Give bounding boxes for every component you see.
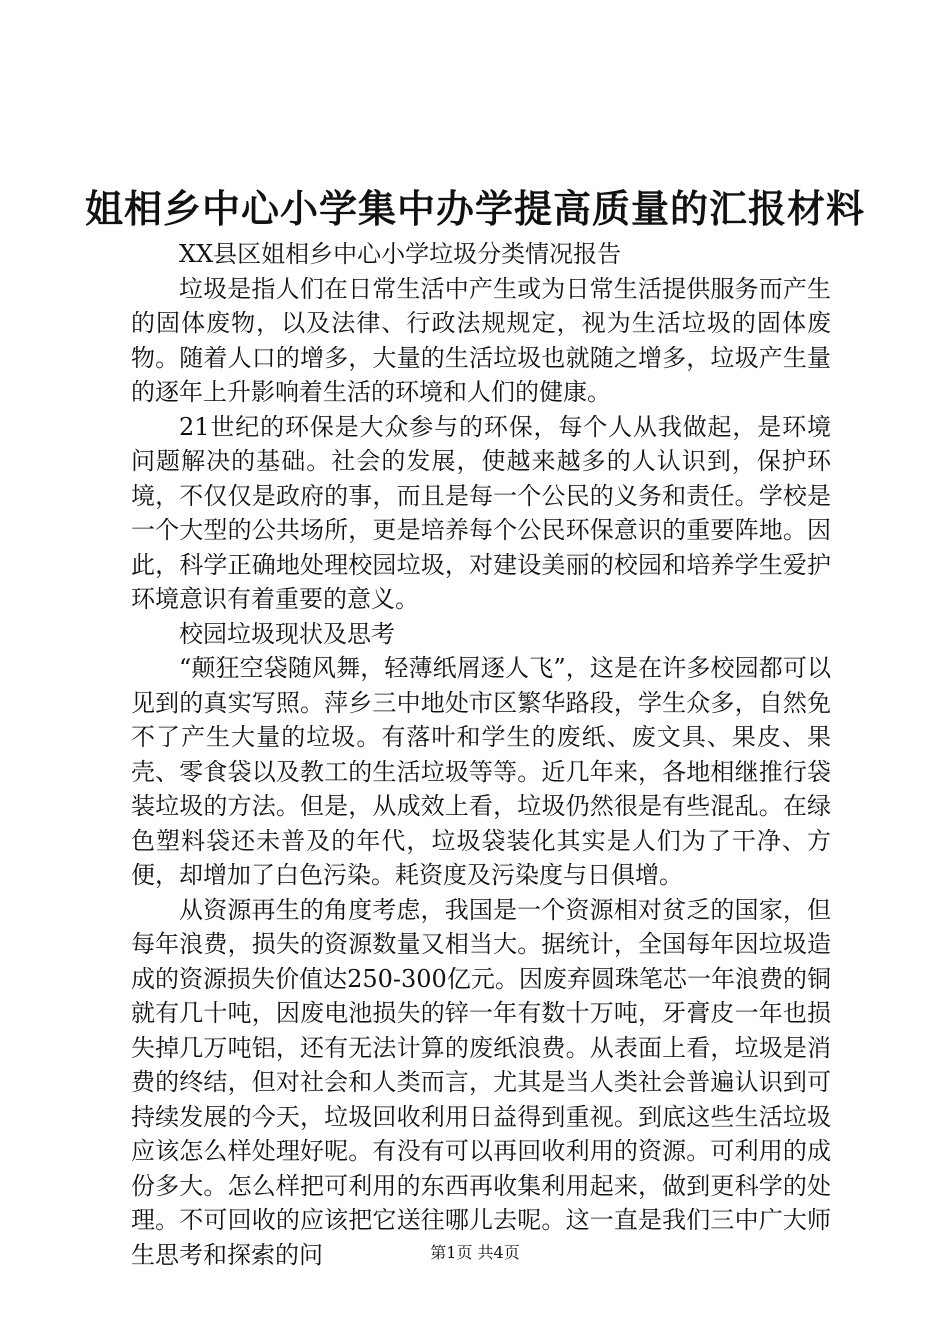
- document-body: [131, 237, 831, 1272]
- body-paragraph: 垃圾是指人们在日常生活中产生或为日常生活提供服务而产生的固体废物，以及法律、行政法规规定，视为生活垃圾的固体废物。随着人口的增多，大量的生活垃圾也就随之增多，垃圾产生量的逐年上升影响着生活的环境和人们的健康。: [131, 274, 831, 406]
- report-subtitle: XX县区姐相乡中心小学垃圾分类情况报告: [179, 240, 622, 268]
- section-heading: 校园垃圾现状及思考: [179, 619, 395, 648]
- body-paragraph: 从资源再生的角度考虑，我国是一个资源相对贫乏的国家，但每年浪费，损失的资源数量又相当大。据统计，全国每年因垃圾造成的资源损失价值达250-300亿元。因废弃圆珠笔芯一年浪费的铜就有几十吨，因废电池损失的锌一年有数十万吨，牙膏皮一年也损失掉几万吨铝，还有无法计算的废纸浪费。从表面上看，垃圾是消费的终结，但对社会和人类而言，尤其是当人类社会普遍认识到可持续发展的今天，垃圾回收利用日益得到重视。到底这些生活垃圾应该怎么样处理好呢。有没有可以再回收利用的资源。可利用的成份多大。怎么样把可利用的东西再收集利用起来，做到更科学的处理。不可回收的应该把它送往哪儿去呢。这一直是我们三中广大师生思考和探索的问: [131, 895, 831, 1269]
- body-paragraph: 21世纪的环保是大众参与的环保，每个人从我做起，是环境问题解决的基础。社会的发展，使越来越多的人认识到，保护环境，不仅仅是政府的事，而且是每一个公民的义务和责任。学校是一个大型的公共场所，更是培养每个公民环保意识的重要阵地。因此，科学正确地处理校园垃圾，对建设美丽的校园和培养学生爱护环境意识有着重要的意义。: [131, 412, 831, 613]
- body-paragraph: “颠狂空袋随风舞，轻薄纸屑逐人飞”，这是在许多校园都可以见到的真实写照。萍乡三中地处市区繁华路段，学生众多，自然免不了产生大量的垃圾。有落叶和学生的废纸、废文具、果皮、果壳、零食袋以及教工的生活垃圾等等。近几年来，各地相继推行袋装垃圾的方法。但是，从成效上看，垃圾仍然很是有些混乱。在绿色塑料袋还未普及的年代，垃圾袋装化其实是人们为了干净、方便，却增加了白色污染。耗资度及污染度与日俱增。: [131, 654, 831, 889]
- document-title: 姐相乡中心小学集中办学提高质量的汇报材料: [84, 186, 865, 231]
- page-number: 第1页 共4页: [430, 1243, 520, 1262]
